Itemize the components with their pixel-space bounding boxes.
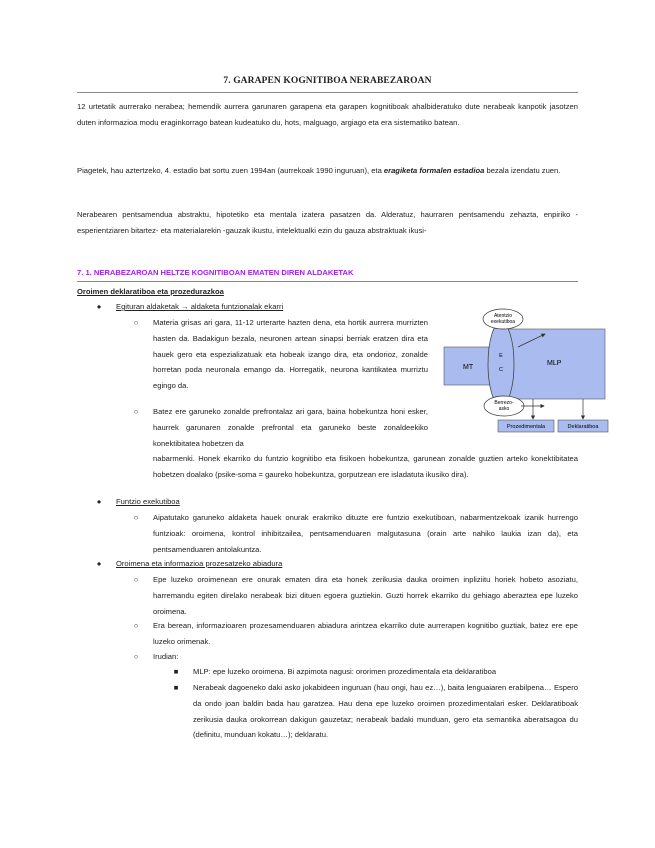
sub-bullet-executive-benefits-text: Aipatutako garuneko aldaketa hauek onurak erakrriko dituzte ere funtzio exekutiboan, nabarmentzekoak izanik hurrengo funtzioak: oroimena, kontrol inhibitzailea, pentsamenduaren malgutasuna (orain arte nahiko laukia izan da), eta pentsamenduaren antolakuntza. <box>153 513 578 554</box>
section-heading: 7. 1. NERABEZAROAN HELTZE KOGNITIBOAN EMATEN DIREN ALDAKETAK <box>77 268 354 277</box>
bullet-memory-speed-label: Oroimena eta informazioa prozesatzeko abiadura <box>116 559 283 568</box>
intro-paragraph-2-text-b: bezala izendatu zuen. <box>484 166 561 175</box>
intro-paragraph-2 <box>77 163 578 179</box>
formal-operations-stage-term: eragiketa formalen estadioa <box>383 166 485 175</box>
sub-sub-bullet-mlp-text: MLP: epe luzeko oroimena. Bi azpimota nagusi: ororimen prozedimentala eta deklaratiboa <box>193 667 497 676</box>
sub-bullet-grey-matter <box>133 315 428 394</box>
sub-sub-bullet-procedural-text: Nerabeak dagoeneko daki asko jokabideen inguruan (hau ongi, hau ez…), baita lenguaiaren erabilpena… Espero da ondo joan baldin bada hau garatzea. Hau dena epe luzeko oroimen prozedimentalari esker. Deklaratiboak zerikusia dauka orokorrean dakigun gauzetaz; nerabeak badaki munduan, gero eta semantika aberatsagoa du (definitu, munduan kokatu…); deklaratu. <box>193 683 578 740</box>
sub-bullet-grey-matter-text: Materia grisas ari gara, 11-12 urterarte hazten dena, eta hortik aurrera murrizten hasten da. Badakigun bezala, neuronen artean sinapsi berriak eratzen dira eta hauek gero eta espezializatuak eta hobeak izango dira, eta ondorioz, zonalde horretan poda neuronala emango da. Horregatik, neurona kantikatea murriztu egingo da. <box>153 318 428 391</box>
sub-bullet-circle-icon: ○ <box>133 318 139 327</box>
sub-bullet-figure <box>133 649 578 665</box>
title-rule <box>77 92 578 93</box>
sub-bullet-processing-speed <box>133 618 578 650</box>
sub-bullet-circle-icon: ○ <box>133 407 139 416</box>
page-title: 7. GARAPEN KOGNITIBOA NERABEZAROAN <box>223 76 432 86</box>
memory-model-diagram <box>441 307 613 435</box>
intro-paragraph-2-text-a: Piagetek, hau aztertzeko, 4. estadio bat sortu zuen 1994an (aurrekoak 1990 inguruan), eta <box>77 166 384 175</box>
sub-bullet-executive-benefits <box>133 510 578 557</box>
section-rule <box>77 281 578 282</box>
square-bullet-icon: ■ <box>173 683 179 692</box>
sub-bullet-circle-icon: ○ <box>133 513 139 522</box>
bullet-memory-speed <box>96 556 578 572</box>
sub-bullet-prefrontal <box>133 404 428 451</box>
sub-bullet-prefrontal-text: Batez ere garuneko zonalde prefrontalaz ari gara, baina hobekuntza honi esker, haurrek garunaren zonalde prefrontal eta garuneko beste zonaldeekiko konektibitatea hobetzen da <box>153 407 428 448</box>
intro-paragraph-3: Nerabearen pentsamendua abstraktu, hipotetiko eta mentala izatera pasatzen da. Alderatuz, haurraren pentsamendu zehazta, enpiriko -esperientziaren bitartez- eta materialarekin -gauzak ikustu, intelektualki ezin du gauza abstraktuak ikusi- <box>77 210 578 235</box>
bullet-structural-changes-label: Egituran aldaketak → aldaketa funtzionalak ekarri <box>116 302 284 311</box>
bullet-dot-icon: ● <box>96 302 102 311</box>
retrieval-label-2: asko <box>498 406 510 412</box>
sub-bullet-circle-icon: ○ <box>133 652 139 661</box>
bullet-dot-icon: ● <box>96 497 102 506</box>
attention-label-1: Atentzio <box>493 313 513 319</box>
sub-bullet-circle-icon: ○ <box>133 621 139 630</box>
sub-bullet-figure-text: Irudian: <box>153 652 179 661</box>
square-bullet-icon: ■ <box>173 667 179 676</box>
bullet-dot-icon: ● <box>96 559 102 568</box>
sub-bullet-processing-speed-text: Era berean, informazioaren prozesamenduaren abiadura arintzea ekarriko dute aurrerapen kognitibo guztiak, batez ere epe luzeko orimenak. <box>153 621 578 646</box>
intro-paragraph-1: 12 urtetatik aurrerako nerabea; hemendik aurrera garunaren garapena eta garapen kognitiboak ahalbideratuko dute nerabeak kanpotik jasotzen duten informazioa modu eraginkorrago batean kudeatuko du, hots, malguago, argiago eta era sistematiko batean. <box>77 102 578 127</box>
declarative-label: Deklaratiboa <box>567 424 599 430</box>
retrieval-label-1: Berrezo- <box>494 400 514 406</box>
central-executive-label-c: C <box>499 367 503 373</box>
sub-sub-bullet-mlp <box>173 664 578 680</box>
sub-bullet-long-term-memory-text: Epe luzeko oroimenean ere onurak ematen dira eta honek zerikusia dauka oroimen inpliziitu horiek hobeto asoziatu, harremandu egiten direlako nerabeak bizi dituen egoera guztiekin. Guzti horrek ekarriko du gehiago aberaztea epe luzeko oroimena. <box>153 575 578 616</box>
attention-label-2: exekutiboa <box>490 319 516 325</box>
bullet-executive-function <box>96 494 578 510</box>
sub-bullet-prefrontal-continued: nabarmenki. Honek ekarriko du funtzio kognitibo eta fisikoen hobekuntza, garunean zonalde guztien arteko konektibitatea hobetzen doalako (psike-soma = gaureko hobekuntza, gorputzean ere isladatuta ikusiko dira). <box>153 454 578 479</box>
central-executive-oval <box>488 322 514 406</box>
subsection-heading: Oroimen deklaratiboa eta prozedurazkoa <box>77 287 224 296</box>
mlp-label: MLP <box>547 360 562 367</box>
bullet-executive-function-label: Funtzio exekutiboa <box>116 497 180 506</box>
sub-sub-bullet-procedural <box>173 680 578 743</box>
central-executive-label-e: E <box>499 353 503 359</box>
sub-bullet-long-term-memory <box>133 572 578 619</box>
procedural-label: Prozedimentala <box>506 424 546 430</box>
sub-bullet-circle-icon: ○ <box>133 575 139 584</box>
mt-label: MT <box>463 364 474 371</box>
